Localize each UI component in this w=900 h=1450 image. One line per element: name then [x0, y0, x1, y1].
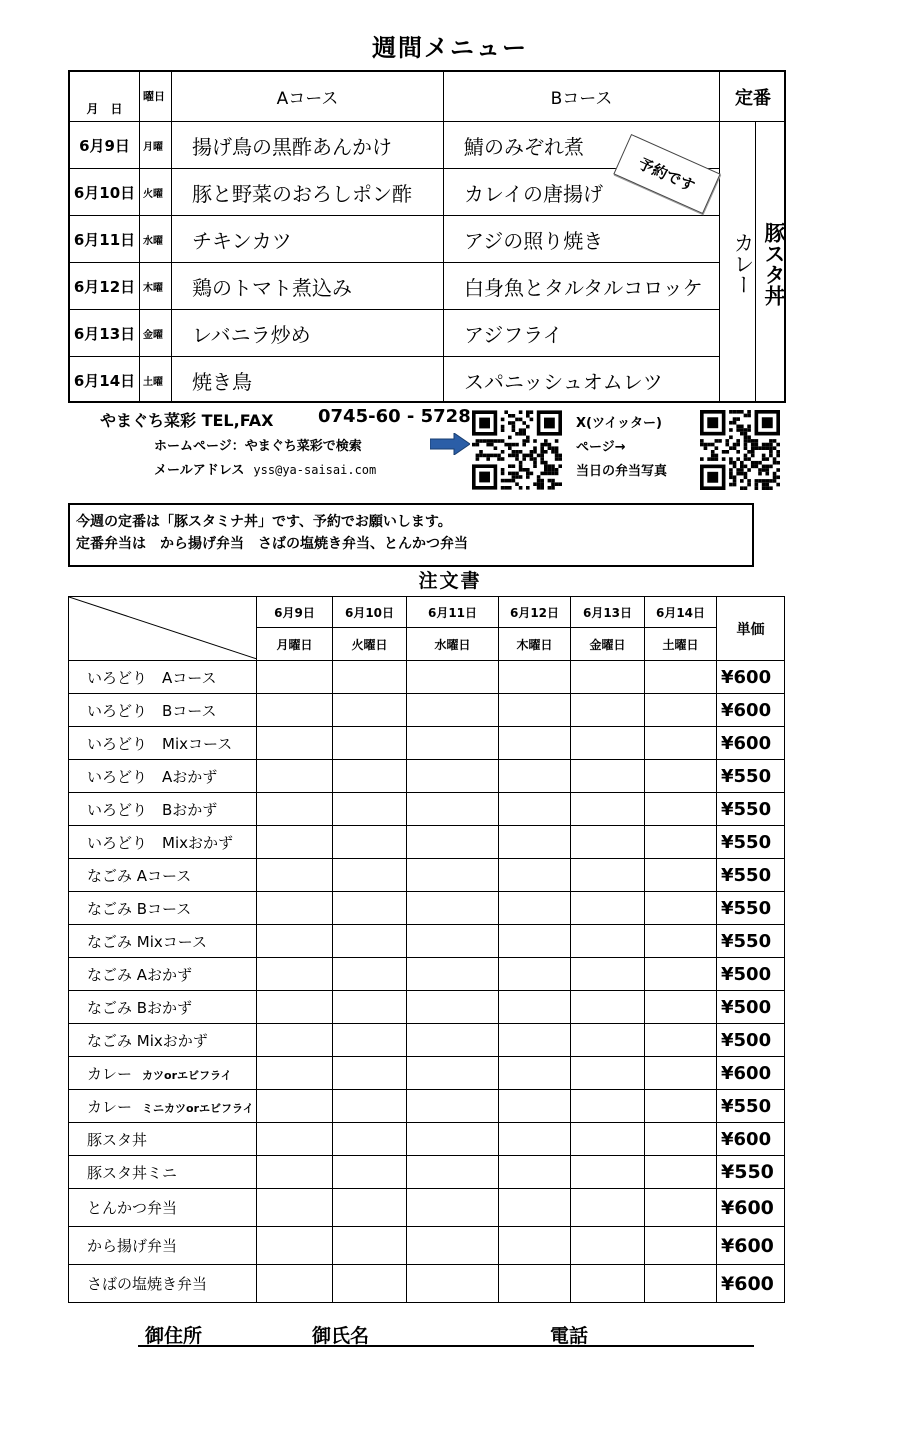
- order-quantity-cell[interactable]: [499, 925, 571, 958]
- menu-date: 6月13日: [70, 310, 140, 356]
- order-quantity-cell[interactable]: [333, 826, 407, 859]
- tel-number: 0745-60 - 5728: [318, 406, 471, 427]
- menu-dow: 水曜: [140, 216, 172, 262]
- order-quantity-cell[interactable]: [333, 991, 407, 1024]
- order-quantity-cell[interactable]: [333, 793, 407, 826]
- order-item-name: [69, 727, 257, 760]
- order-item-name: [69, 1057, 257, 1090]
- order-quantity-cell[interactable]: [257, 826, 333, 859]
- name-label: 御氏名: [312, 1325, 370, 1347]
- order-quantity-cell[interactable]: [571, 991, 645, 1024]
- day-header: 土曜日: [645, 628, 717, 661]
- order-item-name: [69, 1156, 257, 1189]
- reservation-stamp: 予約です: [613, 134, 720, 214]
- item-name-text: いろどり Bコース: [87, 701, 217, 720]
- menu-date: 6月9日: [70, 122, 140, 168]
- weekly-menu-table: [68, 70, 786, 403]
- order-quantity-cell[interactable]: [257, 1123, 333, 1156]
- order-quantity-cell[interactable]: [257, 892, 333, 925]
- order-quantity-cell[interactable]: [499, 991, 571, 1024]
- order-quantity-cell[interactable]: [571, 694, 645, 727]
- unit-price: ¥600: [717, 1189, 785, 1227]
- order-quantity-cell[interactable]: [407, 1123, 499, 1156]
- item-name-text: カレー: [87, 1064, 133, 1083]
- order-quantity-cell[interactable]: [571, 1265, 645, 1303]
- order-quantity-cell[interactable]: [571, 1227, 645, 1265]
- menu-header-date: 月 日: [70, 72, 140, 121]
- order-quantity-cell[interactable]: [257, 694, 333, 727]
- teiban-butasuta: 豚スタ丼: [762, 221, 786, 306]
- address-label: 御住所: [145, 1325, 203, 1347]
- menu-b-course: 鯖のみぞれ煮: [444, 122, 720, 168]
- unit-price: ¥500: [717, 991, 785, 1024]
- order-quantity-cell[interactable]: [499, 793, 571, 826]
- order-row: [69, 991, 785, 1024]
- order-quantity-cell[interactable]: [645, 826, 717, 859]
- order-row: [69, 1123, 785, 1156]
- order-quantity-cell[interactable]: [257, 1265, 333, 1303]
- unit-price: ¥600: [717, 1265, 785, 1303]
- order-row: [69, 727, 785, 760]
- order-quantity-cell[interactable]: [407, 991, 499, 1024]
- order-row: [69, 958, 785, 991]
- item-name-text: いろどり Aコース: [87, 668, 217, 687]
- order-quantity-cell[interactable]: [645, 1057, 717, 1090]
- item-name-text: なごみ Bコース: [87, 899, 192, 918]
- menu-b-course: カレイの唐揚げ: [444, 169, 720, 215]
- order-row: [69, 1265, 785, 1303]
- unit-price: ¥600: [717, 661, 785, 694]
- order-item-name: [69, 1189, 257, 1227]
- homepage-note: ホームページ：やまぐち菜彩で検索: [154, 439, 362, 454]
- unit-price: ¥550: [717, 760, 785, 793]
- unit-price: ¥550: [717, 1090, 785, 1123]
- order-quantity-cell[interactable]: [407, 1156, 499, 1189]
- order-item-name: [69, 1123, 257, 1156]
- order-quantity-cell[interactable]: [407, 727, 499, 760]
- menu-header-a: Aコース: [172, 72, 444, 121]
- order-quantity-cell[interactable]: [499, 1189, 571, 1227]
- menu-a-course: 揚げ鳥の黒酢あんかけ: [172, 122, 444, 168]
- item-name-text: から揚げ弁当: [87, 1237, 178, 1255]
- order-quantity-cell[interactable]: [407, 958, 499, 991]
- order-quantity-cell[interactable]: [257, 958, 333, 991]
- order-quantity-cell[interactable]: [571, 793, 645, 826]
- menu-row: [70, 310, 720, 357]
- order-row: [69, 1156, 785, 1189]
- order-row: [69, 793, 785, 826]
- menu-b-course: スパニッシュオムレツ: [444, 357, 720, 403]
- order-quantity-cell[interactable]: [499, 1024, 571, 1057]
- order-item-name: [69, 760, 257, 793]
- order-quantity-cell[interactable]: [499, 760, 571, 793]
- order-quantity-cell[interactable]: [333, 1227, 407, 1265]
- menu-header-teiban: 定番: [720, 72, 786, 122]
- email-address[interactable]: yss@ya-saisai.com: [253, 463, 377, 477]
- order-quantity-cell[interactable]: [333, 727, 407, 760]
- order-quantity-cell[interactable]: [407, 1189, 499, 1227]
- order-quantity-cell[interactable]: [407, 694, 499, 727]
- item-name-text: いろどり Mixおかず: [87, 833, 233, 852]
- day-header: 金曜日: [571, 628, 645, 661]
- order-quantity-cell[interactable]: [499, 826, 571, 859]
- order-quantity-cell[interactable]: [499, 892, 571, 925]
- order-quantity-cell[interactable]: [571, 1057, 645, 1090]
- unit-price: ¥550: [717, 793, 785, 826]
- notice-box: [68, 503, 754, 567]
- order-quantity-cell[interactable]: [571, 1189, 645, 1227]
- menu-date: 6月14日: [70, 357, 140, 403]
- menu-a-course: 焼き鳥: [172, 357, 444, 403]
- order-quantity-cell[interactable]: [407, 661, 499, 694]
- order-quantity-cell[interactable]: [407, 1265, 499, 1303]
- order-row: [69, 694, 785, 727]
- order-row: [69, 859, 785, 892]
- order-quantity-cell[interactable]: [257, 727, 333, 760]
- menu-header-dow: 曜日: [140, 72, 172, 121]
- order-quantity-cell[interactable]: [645, 1156, 717, 1189]
- order-quantity-cell[interactable]: [257, 1156, 333, 1189]
- order-quantity-cell[interactable]: [571, 727, 645, 760]
- menu-date: 6月10日: [70, 169, 140, 215]
- order-quantity-cell[interactable]: [333, 925, 407, 958]
- order-item-name: [69, 1227, 257, 1265]
- order-quantity-cell[interactable]: [257, 760, 333, 793]
- order-item-name: [69, 892, 257, 925]
- unit-price: ¥500: [717, 958, 785, 991]
- order-quantity-cell[interactable]: [571, 925, 645, 958]
- order-item-name: [69, 1024, 257, 1057]
- unit-price: ¥550: [717, 859, 785, 892]
- order-quantity-cell[interactable]: [645, 727, 717, 760]
- order-quantity-cell[interactable]: [499, 1227, 571, 1265]
- order-quantity-cell[interactable]: [499, 727, 571, 760]
- order-row: [69, 1227, 785, 1265]
- order-quantity-cell[interactable]: [407, 1227, 499, 1265]
- menu-b-course: 白身魚とタルタルコロッケ: [444, 263, 720, 309]
- unit-price: ¥550: [717, 826, 785, 859]
- order-quantity-cell[interactable]: [571, 892, 645, 925]
- unit-price: ¥600: [717, 1227, 785, 1265]
- order-quantity-cell[interactable]: [645, 1024, 717, 1057]
- order-quantity-cell[interactable]: [645, 991, 717, 1024]
- shop-name: やまぐち菜彩 TEL,FAX: [100, 411, 274, 430]
- order-quantity-cell[interactable]: [499, 1057, 571, 1090]
- menu-header-row: [70, 72, 720, 122]
- item-name-text: カレー: [87, 1097, 133, 1116]
- order-quantity-cell[interactable]: [333, 859, 407, 892]
- order-quantity-cell[interactable]: [571, 1024, 645, 1057]
- order-quantity-cell[interactable]: [499, 694, 571, 727]
- order-quantity-cell[interactable]: [257, 991, 333, 1024]
- date-header: 6月10日: [333, 597, 407, 628]
- order-row: [69, 925, 785, 958]
- order-quantity-cell[interactable]: [333, 1123, 407, 1156]
- order-corner-cell: [69, 597, 257, 661]
- menu-row: [70, 216, 720, 263]
- order-row: [69, 1189, 785, 1227]
- order-quantity-cell[interactable]: [499, 859, 571, 892]
- menu-dow: 土曜: [140, 357, 172, 403]
- order-quantity-cell[interactable]: [645, 661, 717, 694]
- day-header: 水曜日: [407, 628, 499, 661]
- order-row: [69, 1024, 785, 1057]
- order-quantity-cell[interactable]: [645, 694, 717, 727]
- item-name-text: 豚スタ丼: [87, 1130, 148, 1149]
- order-table: [68, 596, 785, 1303]
- order-quantity-cell[interactable]: [645, 1189, 717, 1227]
- unit-price: ¥550: [717, 892, 785, 925]
- menu-a-course: レバニラ炒め: [172, 310, 444, 356]
- notice-line1: 今週の定番は「豚スタミナ丼」です、予約でお願いします。: [76, 514, 452, 530]
- order-quantity-cell[interactable]: [257, 1189, 333, 1227]
- unit-price: ¥500: [717, 1024, 785, 1057]
- menu-date: 6月12日: [70, 263, 140, 309]
- item-name-text: さばの塩焼き弁当: [87, 1275, 208, 1293]
- order-item-name: [69, 793, 257, 826]
- item-sub-text: カツorエビフライ: [142, 1068, 232, 1082]
- order-quantity-cell[interactable]: [257, 793, 333, 826]
- order-quantity-cell[interactable]: [645, 760, 717, 793]
- x-note: [576, 412, 667, 484]
- day-header: 木曜日: [499, 628, 571, 661]
- order-quantity-cell[interactable]: [499, 1123, 571, 1156]
- order-row: [69, 826, 785, 859]
- item-name-text: いろどり Aおかず: [87, 767, 218, 786]
- order-quantity-cell[interactable]: [333, 1265, 407, 1303]
- x-note-line2: ページ→: [576, 440, 626, 455]
- item-name-text: なごみ Bおかず: [87, 998, 193, 1017]
- order-row: [69, 760, 785, 793]
- order-quantity-cell[interactable]: [645, 1265, 717, 1303]
- date-header: 6月13日: [571, 597, 645, 628]
- order-item-name: [69, 991, 257, 1024]
- order-quantity-cell[interactable]: [407, 1057, 499, 1090]
- notice-line2: 定番弁当は から揚げ弁当 さばの塩焼き弁当、とんかつ弁当: [76, 536, 468, 552]
- order-quantity-cell[interactable]: [571, 958, 645, 991]
- order-quantity-cell[interactable]: [645, 958, 717, 991]
- order-quantity-cell[interactable]: [571, 859, 645, 892]
- order-quantity-cell[interactable]: [499, 1265, 571, 1303]
- item-name-text: なごみ Aコース: [87, 866, 192, 885]
- order-item-name: [69, 661, 257, 694]
- order-quantity-cell[interactable]: [645, 793, 717, 826]
- order-item-name: [69, 859, 257, 892]
- date-header: 6月9日: [257, 597, 333, 628]
- menu-dow: 火曜: [140, 169, 172, 215]
- menu-b-course: アジフライ: [444, 310, 720, 356]
- order-quantity-cell[interactable]: [407, 826, 499, 859]
- order-item-name: [69, 1090, 257, 1123]
- order-quantity-cell[interactable]: [407, 760, 499, 793]
- item-name-text: いろどり Mixコース: [87, 734, 233, 753]
- order-quantity-cell[interactable]: [333, 661, 407, 694]
- unit-price: ¥600: [717, 1123, 785, 1156]
- order-quantity-cell[interactable]: [333, 1090, 407, 1123]
- menu-b-course: アジの照り焼き: [444, 216, 720, 262]
- order-item-name: [69, 958, 257, 991]
- x-note-line1: X(ツイッター): [576, 416, 662, 431]
- order-quantity-cell[interactable]: [645, 1227, 717, 1265]
- order-quantity-cell[interactable]: [571, 1123, 645, 1156]
- menu-dow: 木曜: [140, 263, 172, 309]
- email-line: [154, 459, 376, 478]
- order-quantity-cell[interactable]: [407, 1024, 499, 1057]
- order-quantity-cell[interactable]: [333, 694, 407, 727]
- order-row: [69, 661, 785, 694]
- qr-code-x-icon[interactable]: [700, 410, 780, 490]
- order-quantity-cell[interactable]: [257, 1057, 333, 1090]
- order-quantity-cell[interactable]: [645, 1123, 717, 1156]
- order-quantity-cell[interactable]: [333, 1156, 407, 1189]
- order-row: [69, 1090, 785, 1123]
- unit-price: ¥600: [717, 1057, 785, 1090]
- phone-label: 電話: [550, 1325, 589, 1347]
- date-header: 6月11日: [407, 597, 499, 628]
- order-quantity-cell[interactable]: [571, 826, 645, 859]
- order-quantity-cell[interactable]: [333, 1189, 407, 1227]
- order-quantity-cell[interactable]: [257, 859, 333, 892]
- order-quantity-cell[interactable]: [257, 1090, 333, 1123]
- order-quantity-cell[interactable]: [407, 925, 499, 958]
- menu-row: [70, 357, 720, 403]
- day-header: 月曜日: [257, 628, 333, 661]
- order-quantity-cell[interactable]: [645, 859, 717, 892]
- order-quantity-cell[interactable]: [257, 1024, 333, 1057]
- order-title: 注文書: [418, 570, 482, 592]
- order-quantity-cell[interactable]: [407, 1090, 499, 1123]
- x-note-line3: 当日の弁当写真: [576, 464, 668, 479]
- item-name-text: なごみ Aおかず: [87, 965, 193, 984]
- item-sub-text: ミニカツorエビフライ: [142, 1101, 254, 1115]
- day-header: 火曜日: [333, 628, 407, 661]
- date-header: 6月14日: [645, 597, 717, 628]
- menu-a-course: 鶏のトマト煮込み: [172, 263, 444, 309]
- unit-price: ¥550: [717, 925, 785, 958]
- unit-price: ¥600: [717, 727, 785, 760]
- order-quantity-cell[interactable]: [257, 1227, 333, 1265]
- item-name-text: なごみ Mixコース: [87, 932, 208, 951]
- menu-dow: 月曜: [140, 122, 172, 168]
- menu-row: [70, 263, 720, 310]
- order-quantity-cell[interactable]: [571, 1156, 645, 1189]
- email-label: メールアドレス: [154, 463, 245, 478]
- arrow-right-icon: [430, 433, 470, 455]
- order-quantity-cell[interactable]: [333, 892, 407, 925]
- menu-header-b: Bコース: [444, 72, 720, 121]
- unit-price: ¥600: [717, 694, 785, 727]
- order-quantity-cell[interactable]: [257, 925, 333, 958]
- order-quantity-cell[interactable]: [499, 1156, 571, 1189]
- order-row: [69, 892, 785, 925]
- order-quantity-cell[interactable]: [333, 1024, 407, 1057]
- order-quantity-cell[interactable]: [257, 661, 333, 694]
- menu-a-course: 豚と野菜のおろしポン酢: [172, 169, 444, 215]
- order-quantity-cell[interactable]: [645, 1090, 717, 1123]
- item-name-text: とんかつ弁当: [87, 1199, 178, 1217]
- unit-price: ¥550: [717, 1156, 785, 1189]
- item-name-text: 豚スタ丼ミニ: [87, 1163, 178, 1182]
- qr-code-homepage-icon[interactable]: [472, 410, 562, 490]
- item-name-text: なごみ Mixおかず: [87, 1031, 208, 1050]
- order-item-name: [69, 694, 257, 727]
- order-quantity-cell[interactable]: [407, 892, 499, 925]
- order-quantity-cell[interactable]: [571, 661, 645, 694]
- menu-a-course: チキンカツ: [172, 216, 444, 262]
- diagonal-line: [69, 597, 257, 659]
- order-quantity-cell[interactable]: [645, 925, 717, 958]
- order-quantity-cell[interactable]: [407, 793, 499, 826]
- item-name-text: いろどり Bおかず: [87, 800, 218, 819]
- date-header: 6月12日: [499, 597, 571, 628]
- menu-dow: 金曜: [140, 310, 172, 356]
- order-quantity-cell[interactable]: [571, 1090, 645, 1123]
- order-quantity-cell[interactable]: [407, 859, 499, 892]
- price-header: 単価: [717, 597, 785, 661]
- order-quantity-cell[interactable]: [499, 661, 571, 694]
- signature-line: [138, 1345, 754, 1347]
- order-quantity-cell[interactable]: [333, 760, 407, 793]
- order-quantity-cell[interactable]: [333, 1057, 407, 1090]
- order-item-name: [69, 925, 257, 958]
- order-quantity-cell[interactable]: [645, 892, 717, 925]
- teiban-curry: カレー: [720, 122, 756, 401]
- order-quantity-cell[interactable]: [499, 1090, 571, 1123]
- order-item-name: [69, 826, 257, 859]
- page-title: 週間メニュー: [372, 34, 528, 62]
- order-quantity-cell[interactable]: [499, 958, 571, 991]
- menu-date: 6月11日: [70, 216, 140, 262]
- order-item-name: [69, 1265, 257, 1303]
- order-quantity-cell[interactable]: [333, 958, 407, 991]
- order-row: [69, 1057, 785, 1090]
- order-quantity-cell[interactable]: [571, 760, 645, 793]
